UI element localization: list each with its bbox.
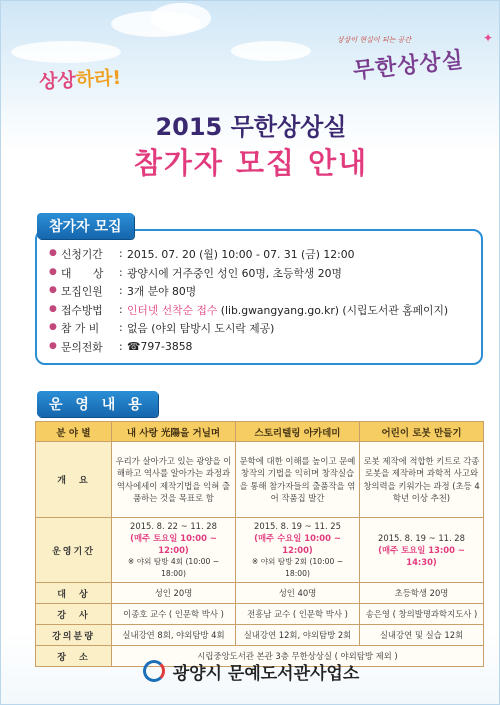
cloud-decoration <box>151 3 211 33</box>
bullet-icon: ● <box>49 322 57 332</box>
cloud-decoration <box>231 41 311 61</box>
recruit-key: 신청기간 <box>61 248 103 261</box>
table-cell: 시립중앙도서관 본관 3층 무한상상실 ( 야외탐방 제외 ) <box>112 646 484 667</box>
row-header: 운영기간 <box>36 518 112 583</box>
bullet-icon: ● <box>49 340 57 351</box>
recruit-key: 접수방법 <box>61 303 103 317</box>
recruit-info-box <box>35 229 483 365</box>
operation-table <box>35 421 484 667</box>
year-title: 2015 무한상상실 <box>155 113 347 141</box>
section-label-recruit: 참가자 모집 <box>37 213 134 239</box>
row-header: 강의분량 <box>36 625 112 646</box>
cloud-decoration <box>11 41 121 63</box>
table-cell: 실내강연 및 실습 12회 <box>360 625 484 646</box>
bullet-icon: ● <box>49 285 57 295</box>
period-time: (매주 토요일 13:00 ~ 14:30) <box>378 545 465 567</box>
bullet-icon: ● <box>49 266 57 277</box>
tagline <box>38 63 121 94</box>
footer-org-name: 광양시 문예도서관사업소 <box>172 663 360 684</box>
recruit-row: ● 참 가 비 : 없음 (야외 탐방시 도시락 제공) <box>49 321 275 335</box>
row-header: 개 요 <box>36 442 112 518</box>
period-time: (매주 토요일 10:00 ~ 12:00) <box>130 533 217 555</box>
column-header: 분 야 별 <box>36 422 112 442</box>
logo-slogan: 상상이 현실이 되는 공간 <box>336 36 412 44</box>
table-header-row <box>36 422 484 442</box>
recruit-value: 광양시에 거주중인 성인 60명, 초등학생 20명 <box>127 266 342 280</box>
table-cell: 문학에 대한 이해를 높이고 문예창작의 기법을 익히며 창작실습을 통해 참가자들의 출품작을 엮어 작품집 발간 <box>236 442 360 518</box>
recruit-value: ☎797-3858 <box>127 339 193 353</box>
tagline-part2: 하라! <box>75 66 122 92</box>
column-header: 어린이 로봇 만들기 <box>360 422 484 442</box>
recruit-value-highlight: 인터넷 선착순 접수 <box>127 303 218 317</box>
table-cell: 로봇 제작에 적합한 키트로 각종 로봇을 제작하며 과학적 사고와 창의력을 키워가는 과정 (초등 4학년 이상 추천) <box>360 442 484 518</box>
table-cell: 송은영 ( 창의발명과학지도사 ) <box>360 604 484 625</box>
recruit-key: 문의전화 <box>61 340 103 354</box>
period-note: ※ 야외 탐방 2회 (10:00 ~ 18:00) <box>251 557 344 578</box>
table-cell: 우리가 살아가고 있는 광양을 이해하고 역사를 알아가는 과정과 역사에세이 제작기법을 익혀 출품하는 것을 목표로 함 <box>112 442 236 518</box>
table-row <box>36 442 484 518</box>
table-row <box>36 583 484 604</box>
period-date: 2015. 8. 22 ~ 11. 28 <box>130 521 217 531</box>
recruit-value: 없음 (야외 탐방시 도시락 제공) <box>127 322 275 335</box>
main-title: 참가자 모집 안내 <box>133 146 369 180</box>
table-row <box>36 625 484 646</box>
table-cell: 실내강연 8회, 야외탐방 4회 <box>112 625 236 646</box>
city-logo-icon <box>143 660 165 682</box>
recruit-value: 2015. 07. 20 (월) 10:00 - 07. 31 (금) 12:00 <box>127 248 355 261</box>
recruit-key: 참 가 비 <box>61 322 100 335</box>
table-row <box>36 518 484 583</box>
recruit-value <box>127 303 448 318</box>
recruit-key: 모집인원 <box>61 285 103 298</box>
period-date: 2015. 8. 19 ~ 11. 25 <box>254 521 341 531</box>
bullet-icon: ● <box>49 303 57 314</box>
table-cell: 이종호 교수 ( 인문학 박사 ) <box>112 604 236 625</box>
recruit-row: ● 접수방법 : 인터넷 선착순 접수 (lib.gwangyang.go.kr) (시립도서관 홈페이지) <box>49 302 449 317</box>
recruit-row: ● 대 상 : 광양시에 거주중인 성인 60명, 초등학생 20명 <box>49 265 342 280</box>
table-cell <box>112 518 236 583</box>
table-cell <box>360 518 484 583</box>
row-header: 강 사 <box>36 604 112 625</box>
period-note: ※ 야외 탐방 4회 (10:00 ~ 18:00) <box>127 557 220 578</box>
column-header: 스토리텔링 아카데미 <box>236 422 360 442</box>
tagline-part1: 상상 <box>38 69 77 94</box>
recruit-row: ● 모집인원 : 3개 분야 80명 <box>49 284 197 298</box>
bullet-icon: ● <box>49 248 57 258</box>
recruit-row: ● 신청기간 : 2015. 07. 20 (월) 10:00 - 07. 31 (금) 12:00 <box>49 247 355 261</box>
period-time: (매주 수요일 10:00 ~ 12:00) <box>254 533 341 555</box>
recruit-value: 3개 분야 80명 <box>127 285 197 298</box>
period-date: 2015. 8. 19 ~ 11. 28 <box>378 533 465 543</box>
recruit-value-rest: (lib.gwangyang.go.kr) (시립도서관 홈페이지) <box>217 303 449 317</box>
row-header: 대 상 <box>36 583 112 604</box>
table-cell: 실내강연 12회, 야외탐방 2회 <box>236 625 360 646</box>
table-row <box>36 604 484 625</box>
recruit-row: ● 문의전화 : ☎797-3858 <box>49 339 193 354</box>
table-cell: 성인 40명 <box>236 583 360 604</box>
recruit-key: 대 상 <box>61 266 104 280</box>
table-cell: 전흥남 교수 ( 인문학 박사 ) <box>236 604 360 625</box>
sparkle-icon: ✦ <box>483 31 494 45</box>
table-cell: 초등학생 20명 <box>360 583 484 604</box>
column-header: 내 사랑 光陽을 거닐며 <box>112 422 236 442</box>
logo-wordmark: 무한상상실 <box>351 47 466 85</box>
table-cell: 성인 20명 <box>112 583 236 604</box>
footer <box>1 651 500 691</box>
section-label-operation: 운 영 내 용 <box>37 391 158 417</box>
row-header: 장 소 <box>36 646 112 667</box>
table-cell <box>236 518 360 583</box>
